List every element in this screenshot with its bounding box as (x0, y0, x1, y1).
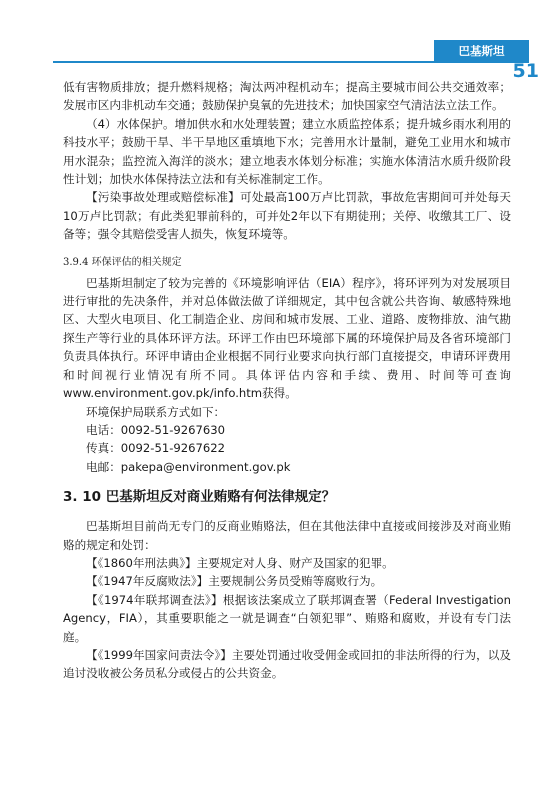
paragraph-accountability-ordinance: 【《1999年国家问责法令》】主要处罚通过收受佣金或回扣的非法所得的行为，以及追讨没收被公务员私分或侵占的公共资金。 (63, 647, 511, 681)
contact-fax: 传真：0092-51-9267622 (86, 441, 226, 456)
section-heading: 3. 10 巴基斯坦反对商业贿赂有何法律规定？ (63, 489, 336, 506)
contact-intro: 环境保护局联系方式如下： (86, 404, 226, 419)
paragraph-eia: 巴基斯坦制定了较为完善的《环境影响评估（EIA）程序》，将环评列为对发展项目进行审批的先决条件，并对总体做法做了详细规定，其中包含就公共咨询、敏感特殊地区、大型火电项目、化工制造企业、房间和城市发展、工业、道路、废物排放、油气勘探生产等行业的具体环评方法。环评工作由巴环境部下属的环境保护局及各省环境部门负责具体执行。环评申请由企业根据不同行业要求向执行部门直接提交，申请环评费用和时间视行业情况有所不同。具体评估内容和手续、费用、时间等可查询www.environment.gov.pk/info.htm获得。 (63, 275, 511, 401)
paragraph-fia-act: 【《1974年联邦调查法》】根据该法案成立了联邦调查署（Federal Investigation Agency，FIA），其重要职能之一就是调查“白领犯罪”、贿赂和腐败，并设有专门法庭。 (63, 592, 511, 644)
page-number: 51 (512, 60, 539, 82)
page-body (63, 78, 511, 683)
paragraph-pollution-penalties: 【污染事故处理或赔偿标准】可处最高100万卢比罚款，事故危害期间可并处每天10万卢比罚款；有此类犯罪前科的，可并处2年以下有期徒刑；关停、收缴其工厂、设备等；强令其赔偿受害人损失，恢复环境等。 (63, 190, 511, 242)
paragraph-water-protection: （4）水体保护。增加供水和水处理装置；建立水质监控体系；提升城乡雨水利用的科技水平；鼓励干旱、半干旱地区重填地下水；完善用水计量制，避免工业用水和城市用水混杂；监控流入海洋的淡水；建立地表水体划分标准；实施水体清洁水质升级阶段性计划；加快水体保持法立法和有关标准制定工作。 (63, 116, 511, 187)
contact-block (63, 403, 511, 477)
running-header-tab (434, 40, 529, 62)
paragraph-anti-bribery-intro: 巴基斯坦目前尚无专门的反商业贿赂法，但在其他法律中直接或间接涉及对商业贿赂的规定和处罚： (63, 519, 511, 552)
paragraph-air-protection: 低有害物质排放；提升燃料规格；淘汰两冲程机动车；提高主要城市间公共交通效率；发展市区内非机动车交通；鼓励保护臭氧的先进技术；加快国家空气清洁法立法工作。 (63, 80, 511, 113)
header-rule (53, 61, 529, 63)
paragraph-penal-code: 【《1860年刑法典》】主要规定对人身、财产及国家的犯罪。 (86, 555, 394, 570)
contact-phone: 电话：0092-51-9267630 (86, 422, 226, 437)
contact-email: 电邮：pakepa@environment.gov.pk (86, 459, 291, 474)
subsection-heading: 3.9.4 环保评估的相关规定 (63, 256, 182, 268)
paragraph-anti-corruption-act: 【《1947年反腐败法》】主要规制公务员受贿等腐败行为。 (86, 574, 383, 589)
running-header-title: 巴基斯坦 (458, 44, 505, 58)
